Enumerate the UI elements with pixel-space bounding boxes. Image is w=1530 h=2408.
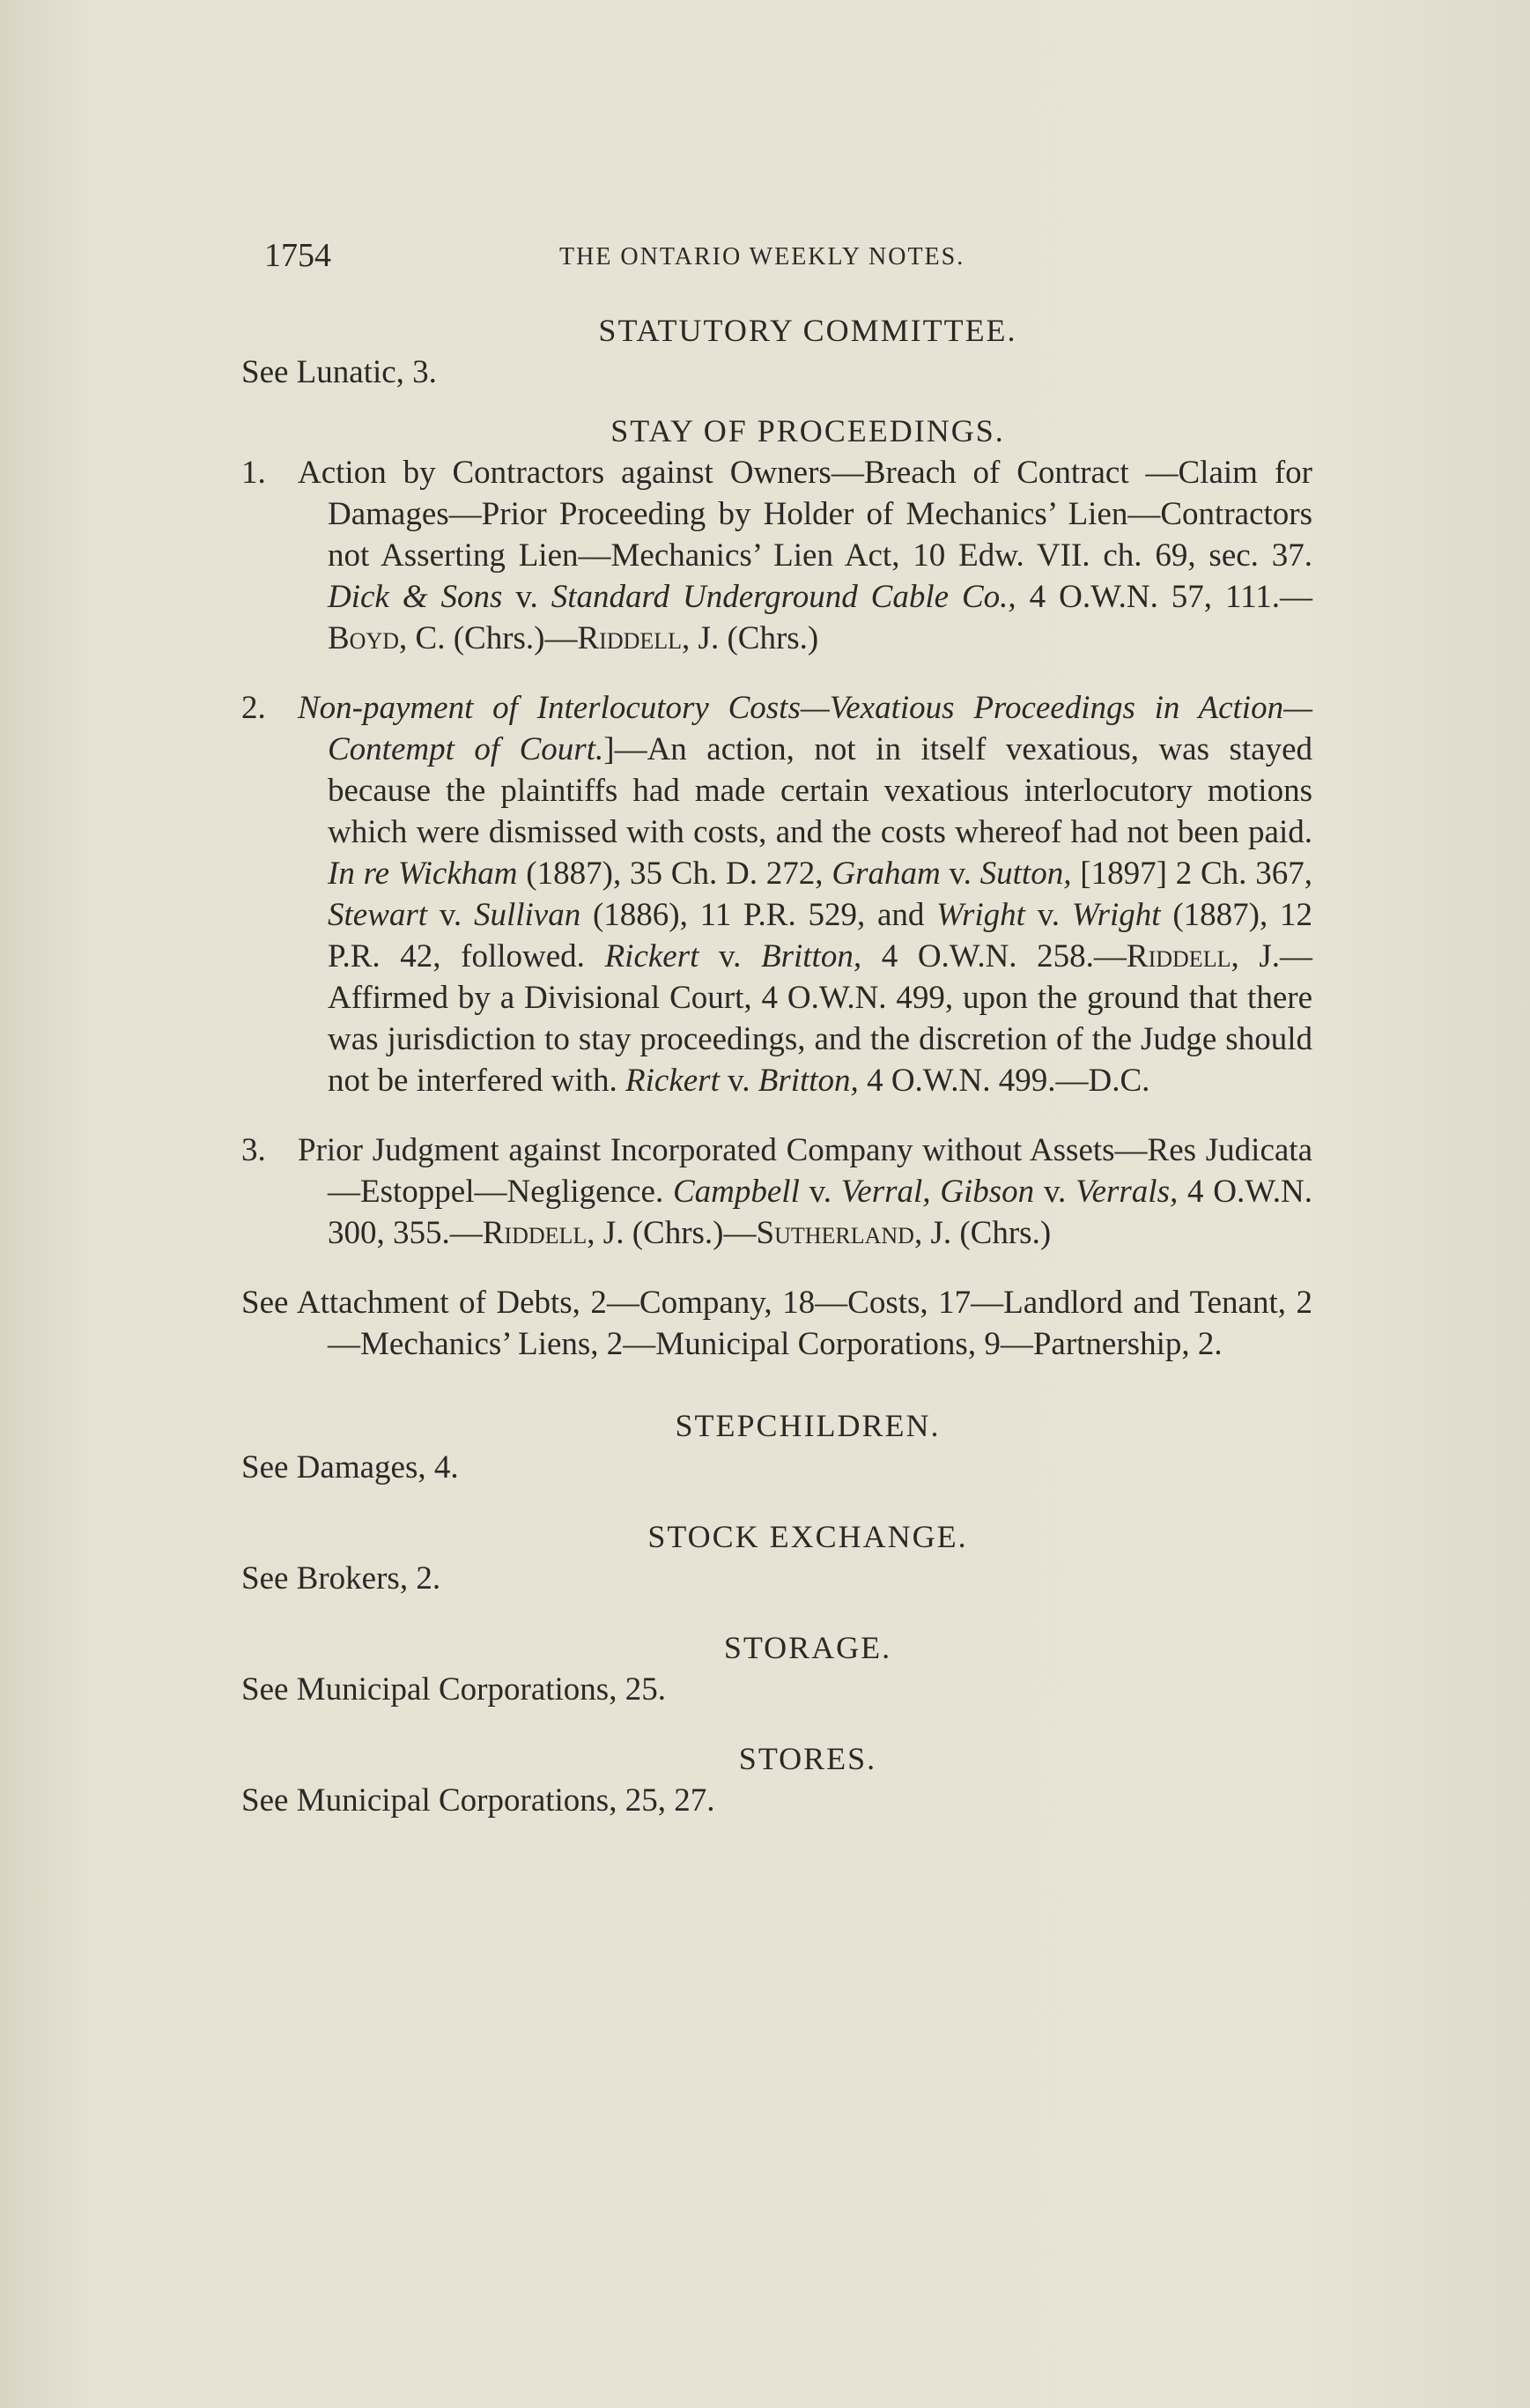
see-reference: See Municipal Corporations, 25, 27.: [241, 1782, 715, 1819]
case-name: Rickert: [625, 1063, 720, 1099]
heading-statutory-committee: STATUTORY COMMITTEE.: [598, 313, 1017, 348]
entry-text: , J. (Chrs.): [682, 620, 819, 656]
index-entry-3: [241, 1130, 1312, 1254]
case-name: Britton,: [758, 1063, 859, 1099]
heading-stepchildren: STEPCHILDREN.: [675, 1408, 941, 1443]
case-name: Sutton,: [979, 856, 1072, 892]
page-number: 1754: [264, 237, 331, 274]
entry-text: (1887), 12 P.R. 42, followed.: [328, 897, 1312, 974]
entry-text: , J. (Chrs.): [913, 1215, 1052, 1251]
entry-text: v.: [799, 1174, 841, 1210]
running-title: THE ONTARIO WEEKLY NOTES.: [559, 243, 965, 270]
entry-text: , J. (Chrs.)—: [587, 1215, 757, 1251]
case-name: In re Wickham: [328, 856, 518, 892]
entry-text: v.: [698, 938, 761, 974]
case-name: Sullivan: [473, 897, 581, 933]
entry-text: (1886), 11 P.R. 529, and: [580, 897, 937, 933]
entry-text: [1897] 2 Ch. 367,: [1071, 856, 1312, 892]
judge-name: Boyd: [328, 620, 400, 656]
case-name: Dick & Sons: [328, 579, 503, 615]
citation: 4 O.W.N. 300, 355.—: [328, 1174, 1312, 1251]
case-name: Britton,: [760, 938, 862, 974]
running-head: [264, 236, 1321, 280]
entry-text: v.: [1024, 897, 1072, 933]
judge-name: Sutherland: [756, 1215, 914, 1251]
see-reference: See Brokers, 2.: [241, 1560, 441, 1597]
case-name: Wright: [1071, 897, 1161, 933]
case-name: Verral, Gibson: [840, 1174, 1035, 1210]
entry-number: 2.: [241, 690, 266, 726]
case-name: Stewart: [328, 897, 428, 933]
case-name: Graham: [832, 856, 941, 892]
entry-text: v.: [427, 897, 474, 933]
index-entry-2: [241, 687, 1312, 1101]
entry-text: (1887), 35 Ch. D. 272,: [517, 856, 832, 892]
entry-title: Non-payment of Interlocutory Costs—Vexatious Proceedings in Action—Contempt of Court.: [298, 690, 1312, 767]
case-name: Rickert: [604, 938, 699, 974]
index-entry-1: [241, 452, 1312, 659]
case-name: Wright: [936, 897, 1025, 933]
heading-stores: STORES.: [738, 1741, 877, 1776]
index-content: [241, 310, 1312, 1821]
entry-text: Prior Judgment against Incorporated Company without Assets—Res Judicata—Estoppel—Negligence.: [298, 1132, 1312, 1210]
heading-stay-of-proceedings: STAY OF PROCEEDINGS.: [610, 413, 1005, 448]
case-name: Verrals,: [1075, 1174, 1179, 1210]
entry-text: Action by Contractors against Owners—Breach of Contract —Claim for Damages—Prior Proceeding by Holder of Mechanics’ Lien—Contractors not Asserting Lien—Mechanics’ Lien Act, 10 Edw. VII. ch. 69, sec. 37.: [298, 455, 1312, 574]
case-name: Standard Underground Cable Co.,: [551, 579, 1016, 615]
entry-number: 3.: [241, 1132, 266, 1168]
entry-text: ]—An action, not in itself vexatious, was stayed because the plaintiffs had made certain vexatious interlocutory motions which were dismissed with costs, and the costs whereof had not been paid.: [328, 731, 1312, 850]
entry-text: v.: [1034, 1174, 1076, 1210]
entry-text: v.: [502, 579, 551, 615]
see-reference: See Lunatic, 3.: [241, 354, 437, 390]
citation: 4 O.W.N. 258.—: [861, 938, 1127, 974]
entry-number: 1.: [241, 455, 266, 491]
entry-text: v.: [719, 1063, 758, 1099]
judge-name: Riddell: [1126, 938, 1231, 974]
see-also-references: See Attachment of Debts, 2—Company, 18—Costs, 17—Landlord and Tenant, 2—Mechanics’ Liens, 2—Municipal Corporations, 9—Partnership, 2.: [241, 1285, 1312, 1362]
judge-name: Riddell: [577, 620, 683, 656]
citation: 4 O.W.N. 57, 111.—: [1016, 579, 1312, 615]
heading-stock-exchange: STOCK EXCHANGE.: [647, 1519, 968, 1554]
entry-text: v.: [940, 856, 980, 892]
see-reference: See Municipal Corporations, 25.: [241, 1671, 666, 1708]
see-reference: See Damages, 4.: [241, 1449, 459, 1486]
heading-storage: STORAGE.: [723, 1630, 892, 1665]
entry-text: , C. (Chrs.)—: [399, 620, 578, 656]
judge-name: Riddell: [482, 1215, 588, 1251]
citation: 4 O.W.N. 499.—D.C.: [858, 1063, 1150, 1099]
entry-text: , J.—Affirmed by a Divisional Court, 4 O.W.N. 499, upon the ground that there was jurisdiction to stay proceedings, and the discretion of the Judge should not be interfered with.: [328, 938, 1312, 1099]
case-name: Campbell: [672, 1174, 800, 1210]
